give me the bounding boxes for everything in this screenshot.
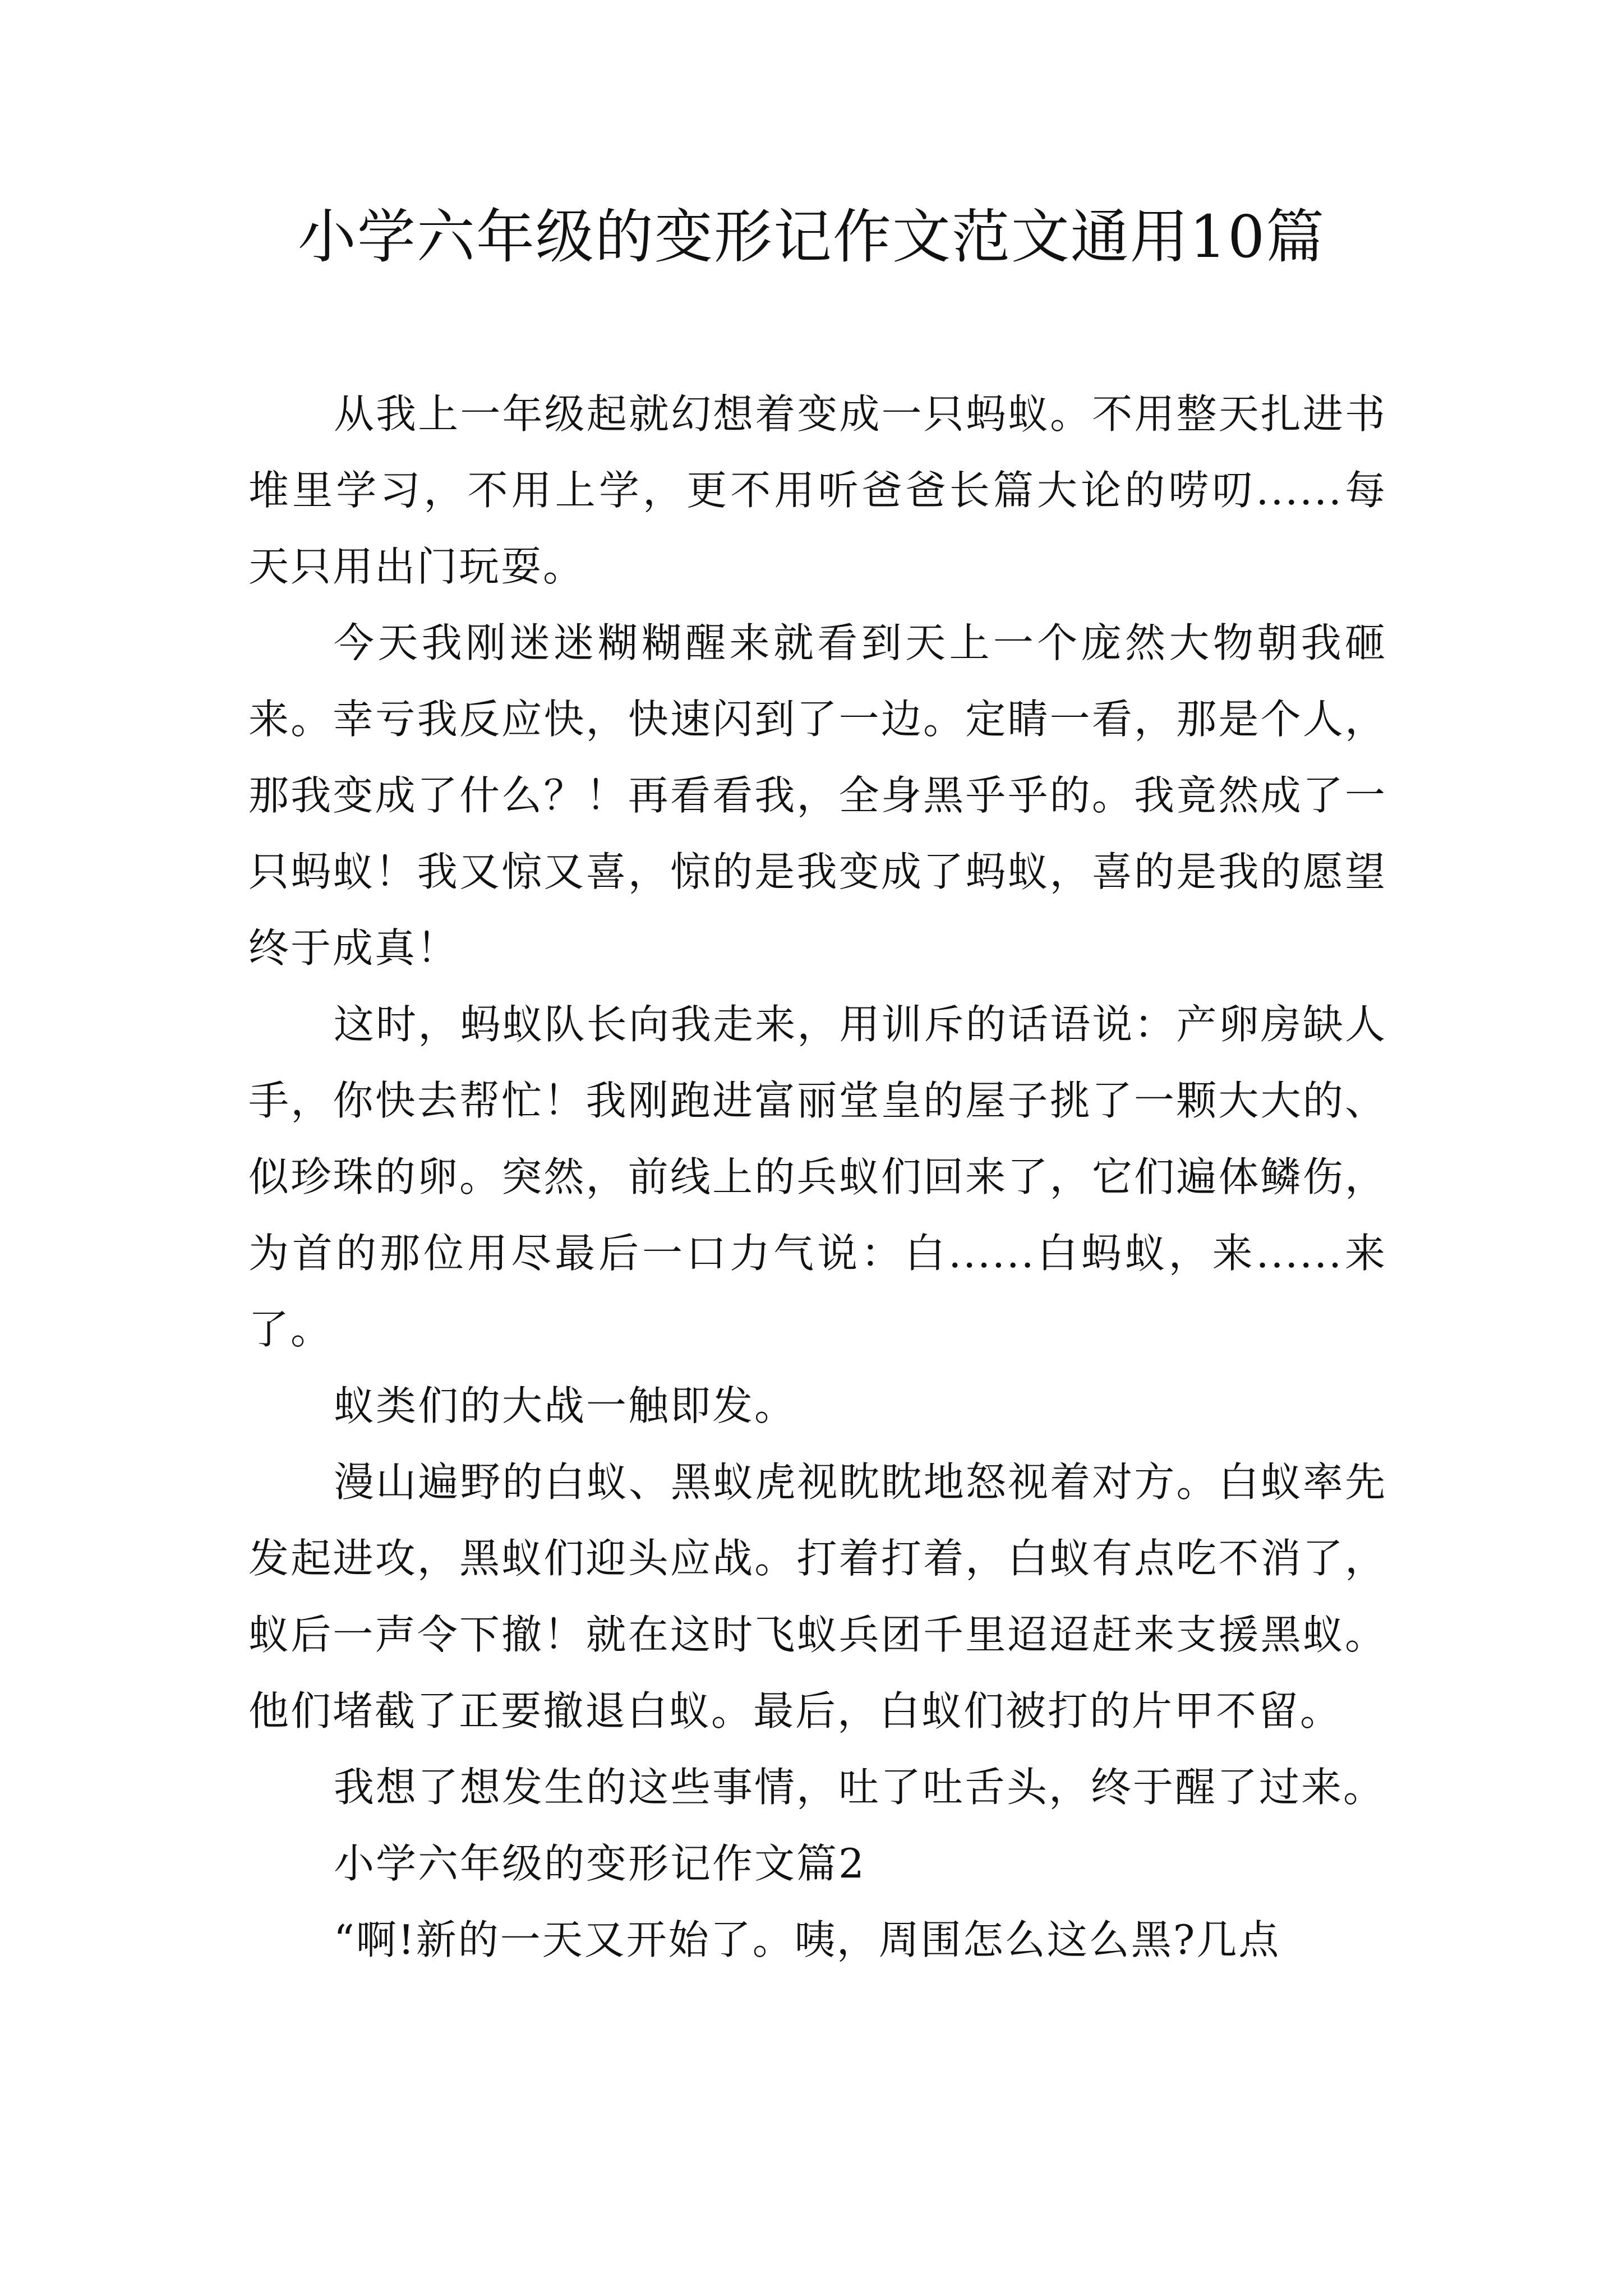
document-title: 小学六年级的变形记作文范文通用10篇 [297, 203, 1326, 271]
paragraph-2: 今天我刚迷迷糊糊醒来就看到天上一个庞然大物朝我砸来。幸亏我反应快，快速闪到了一边。定睛一看，那是个人，那我变成了什么？！再看看我，全身黑乎乎的。我竟然成了一只蚂蚁！我又惊又喜，惊的是我变成了蚂蚁，喜的是我的愿望终于成真！ [248, 619, 1387, 972]
paragraph-3: 这时，蚂蚁队长向我走来，用训斥的话语说：产卵房缺人手，你快去帮忙！我刚跑进富丽堂皇的屋子挑了一颗大大的、似珍珠的卵。突然，前线上的兵蚁们回来了，它们遍体鳞伤，为首的那位用尽最后一口力气说：白......白蚂蚁，来......来了。 [248, 1001, 1387, 1353]
paragraph-1: 从我上一年级起就幻想着变成一只蚂蚁。不用整天扎进书堆里学习，不用上学，更不用听爸爸长篇大论的唠叨......每天只用出门玩耍。 [248, 390, 1387, 590]
paragraph-7: “啊!新的一天又开始了。咦，周围怎么这么黑?几点 [334, 1916, 1281, 1963]
paragraph-5: 漫山遍野的白蚁、黑蚁虎视眈眈地怒视着对方。白蚁率先发起进攻，黑蚁们迎头应战。打着打着，白蚁有点吃不消了，蚁后一声令下撤！就在这时飞蚁兵团千里迢迢赶来支援黑蚁。他们堵截了正要撤退白蚁。最后，白蚁们被打的片甲不留。 [248, 1458, 1387, 1734]
paragraph-4: 蚁类们的大战一触即发。 [334, 1382, 797, 1429]
document-body [248, 376, 1387, 1978]
section-heading-2: 小学六年级的变形记作文篇2 [334, 1840, 866, 1887]
paragraph-6: 我想了想发生的这些事情，吐了吐舌头，终于醒了过来。 [334, 1764, 1386, 1811]
